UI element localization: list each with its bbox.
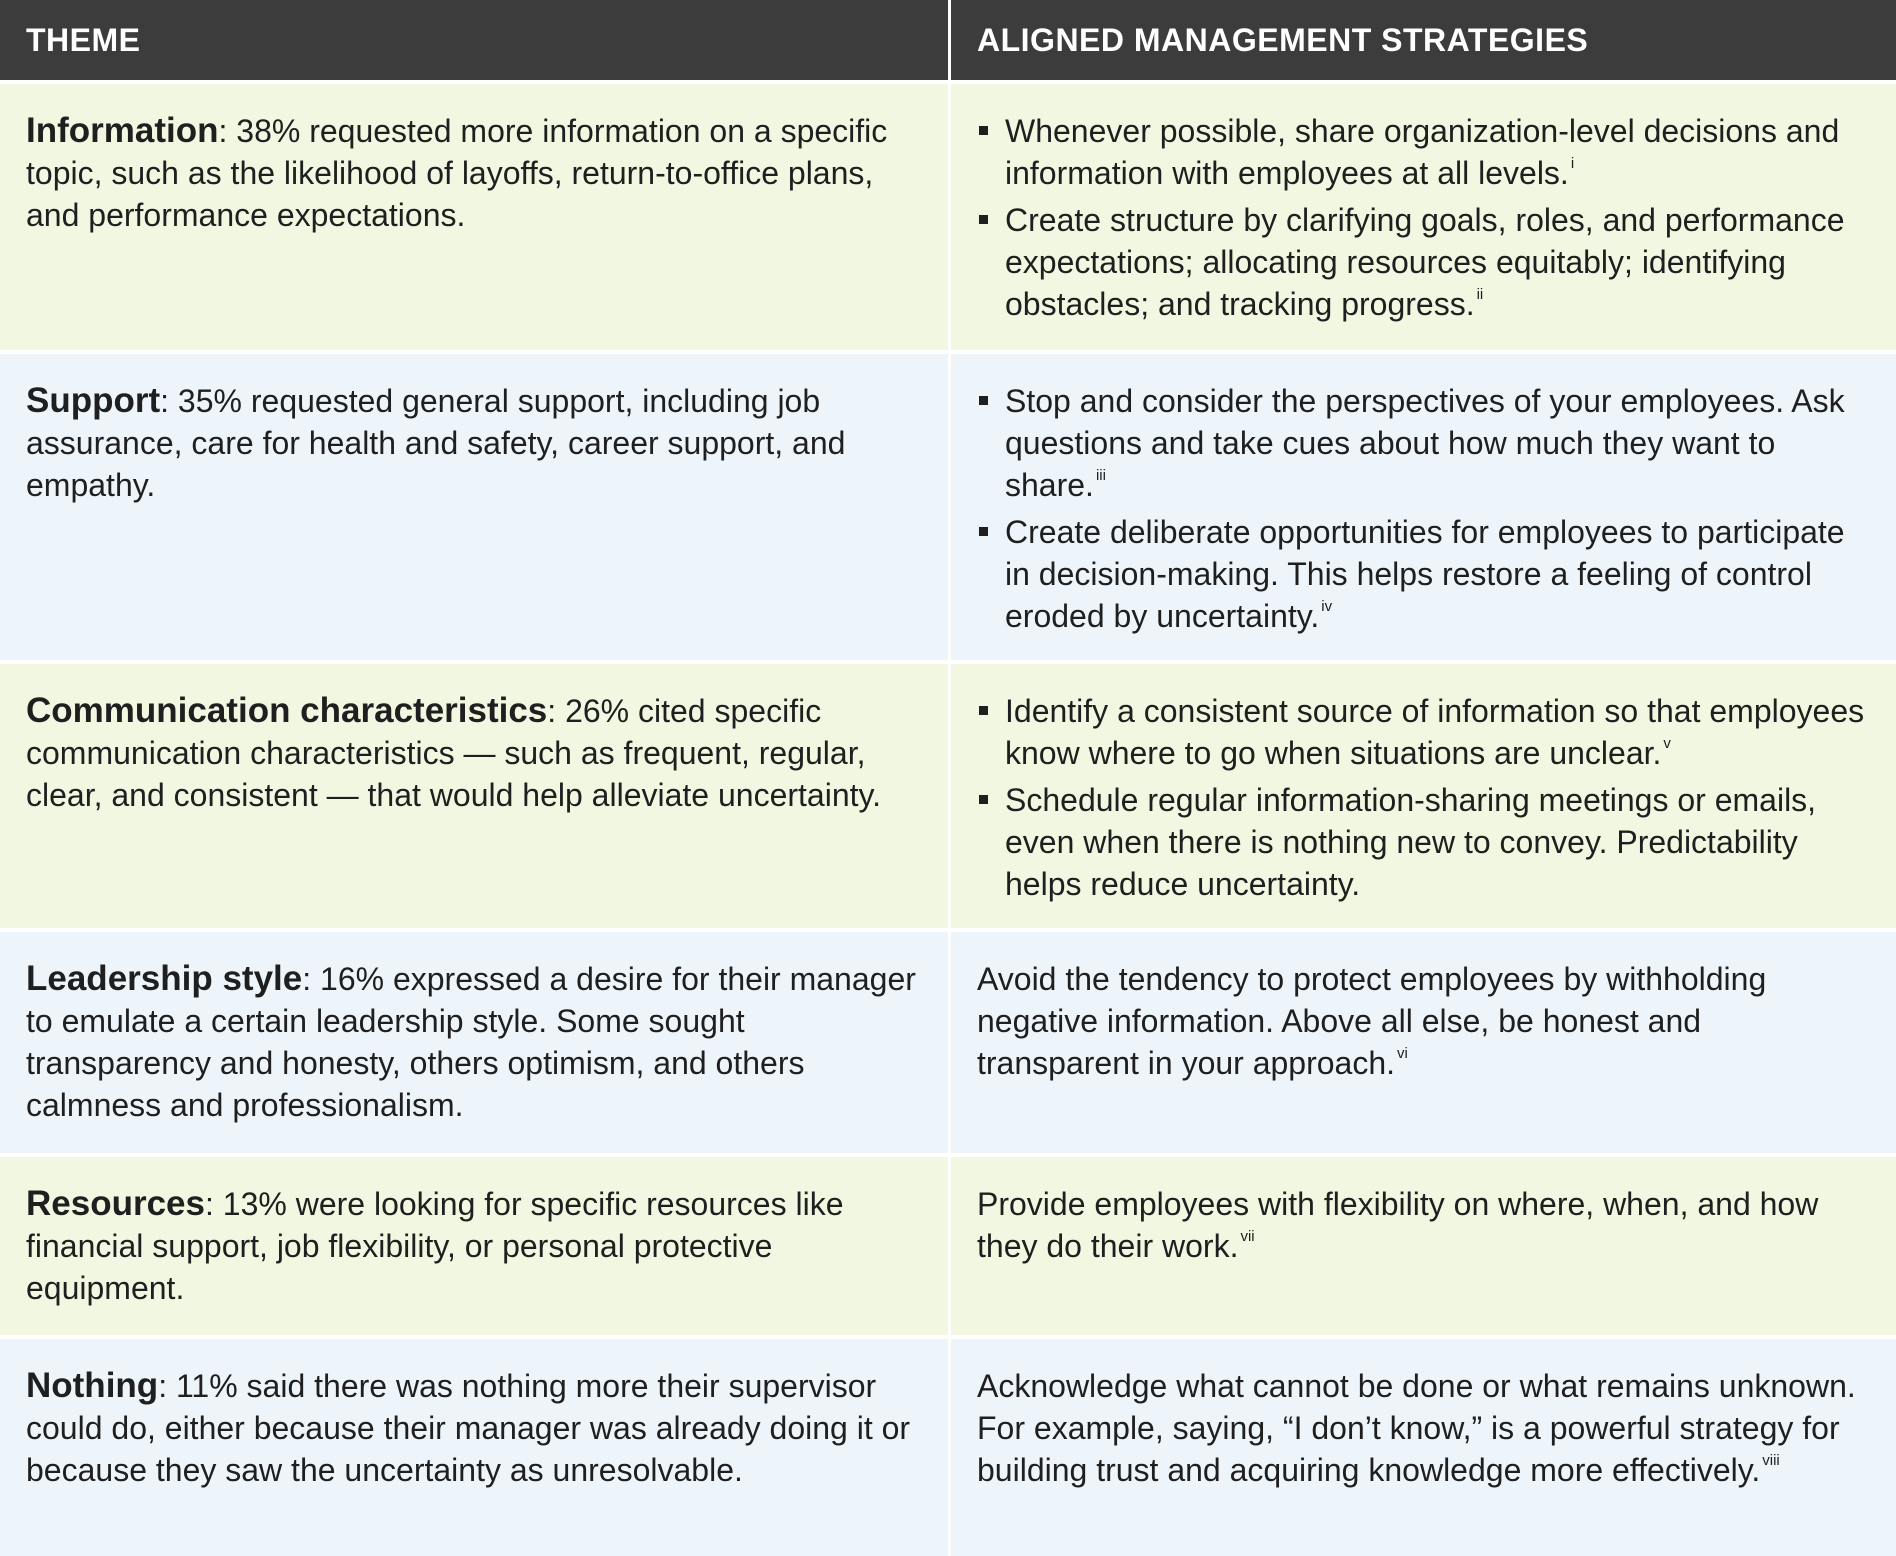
strategy-cell-information	[948, 80, 1896, 350]
strategy-item: Whenever possible, share organization-level decisions and information with employees at all levels. $^i$	[977, 110, 1870, 194]
footnote-ref: i	[1570, 155, 1575, 172]
footnote-ref: ii	[1476, 286, 1484, 303]
square-bullet-icon	[979, 215, 988, 224]
strategy-item: Create deliberate opportunities for employees to participate in decision-making. This helps restore a feeling of control eroded by uncertainty. $^{iv}$	[977, 511, 1870, 637]
strategy-item: Stop and consider the perspectives of your employees. Ask questions and take cues about how much they want to share. $^{iii}$	[977, 380, 1870, 506]
strategy-list	[977, 380, 1870, 637]
theme-name: Communication characteristics	[26, 691, 548, 730]
theme-cell-leadership	[0, 928, 948, 1153]
footnote-ref: vi	[1397, 1045, 1408, 1062]
theme-description: : 13% were looking for specific resources like financial support, job flexibility, or personal protective equipment.	[26, 1186, 844, 1306]
square-bullet-icon	[979, 396, 988, 405]
square-bullet-icon	[979, 527, 988, 536]
strategies-column-header: ALIGNED MANAGEMENT STRATEGIES	[948, 0, 1896, 80]
footnote-ref: iii	[1095, 467, 1106, 484]
strategy-text: Avoid the tendency to protect employees by withholding negative information. Above all else, be honest and transparent in your approach.	[977, 961, 1767, 1081]
strategy-cell-leadership	[948, 928, 1896, 1153]
theme-name: Leadership style	[26, 959, 303, 998]
theme-cell-communication	[0, 660, 948, 928]
strategy-cell-nothing	[948, 1335, 1896, 1556]
square-bullet-icon	[979, 706, 988, 715]
theme-description: : 38% requested more information on a specific topic, such as the likelihood of layoffs, return-to-office plans, and performance expectations.	[26, 113, 888, 233]
theme-description: : 35% requested general support, including job assurance, care for health and safety, career support, and empathy.	[26, 383, 846, 503]
theme-cell-support	[0, 350, 948, 660]
footnote-ref: viii	[1762, 1452, 1780, 1469]
theme-description: : 11% said there was nothing more their supervisor could do, either because their manager was already doing it or because they saw the uncertainty as unresolvable.	[26, 1368, 911, 1488]
theme-name: Nothing	[26, 1366, 159, 1405]
footnote-ref: v	[1663, 735, 1671, 752]
strategy-cell-resources	[948, 1153, 1896, 1335]
footnote-ref: vii	[1240, 1228, 1255, 1245]
footnote-ref: iv	[1321, 598, 1333, 615]
square-bullet-icon	[979, 795, 988, 804]
strategy-text: Provide employees with flexibility on where, when, and how they do their work.	[977, 1186, 1819, 1264]
theme-name: Support	[26, 381, 161, 420]
theme-description: : 26% cited specific communication characteristics — such as frequent, regular, clear, and consistent — that would help alleviate uncertainty.	[26, 693, 882, 813]
strategy-text: Acknowledge what cannot be done or what remains unknown. For example, saying, “I don’t know,” is a powerful strategy for building trust and acquiring knowledge more effectively.	[977, 1368, 1856, 1488]
strategy-cell-support	[948, 350, 1896, 660]
strategy-list	[977, 690, 1870, 905]
strategy-list	[977, 110, 1870, 325]
theme-cell-information	[0, 80, 948, 350]
strategy-cell-communication	[948, 660, 1896, 928]
theme-name: Resources	[26, 1184, 205, 1223]
theme-description: : 16% expressed a desire for their manager to emulate a certain leadership style. Some sought transparency and honesty, others optimism, and others calmness and professionalism.	[26, 961, 916, 1123]
strategy-item: Schedule regular information-sharing meetings or emails, even when there is nothing new to convey. Predictability helps reduce uncertainty.	[977, 779, 1870, 905]
strategy-item: Create structure by clarifying goals, roles, and performance expectations; allocating resources equitably; identifying obstacles; and tracking progress. $^{ii}$	[977, 199, 1870, 325]
square-bullet-icon	[979, 126, 988, 135]
strategy-item: Identify a consistent source of information so that employees know where to go when situations are unclear. $^v$	[977, 690, 1870, 774]
theme-column-header: THEME	[0, 0, 948, 80]
theme-cell-resources	[0, 1153, 948, 1335]
theme-name: Information	[26, 111, 219, 150]
theme-cell-nothing	[0, 1335, 948, 1556]
